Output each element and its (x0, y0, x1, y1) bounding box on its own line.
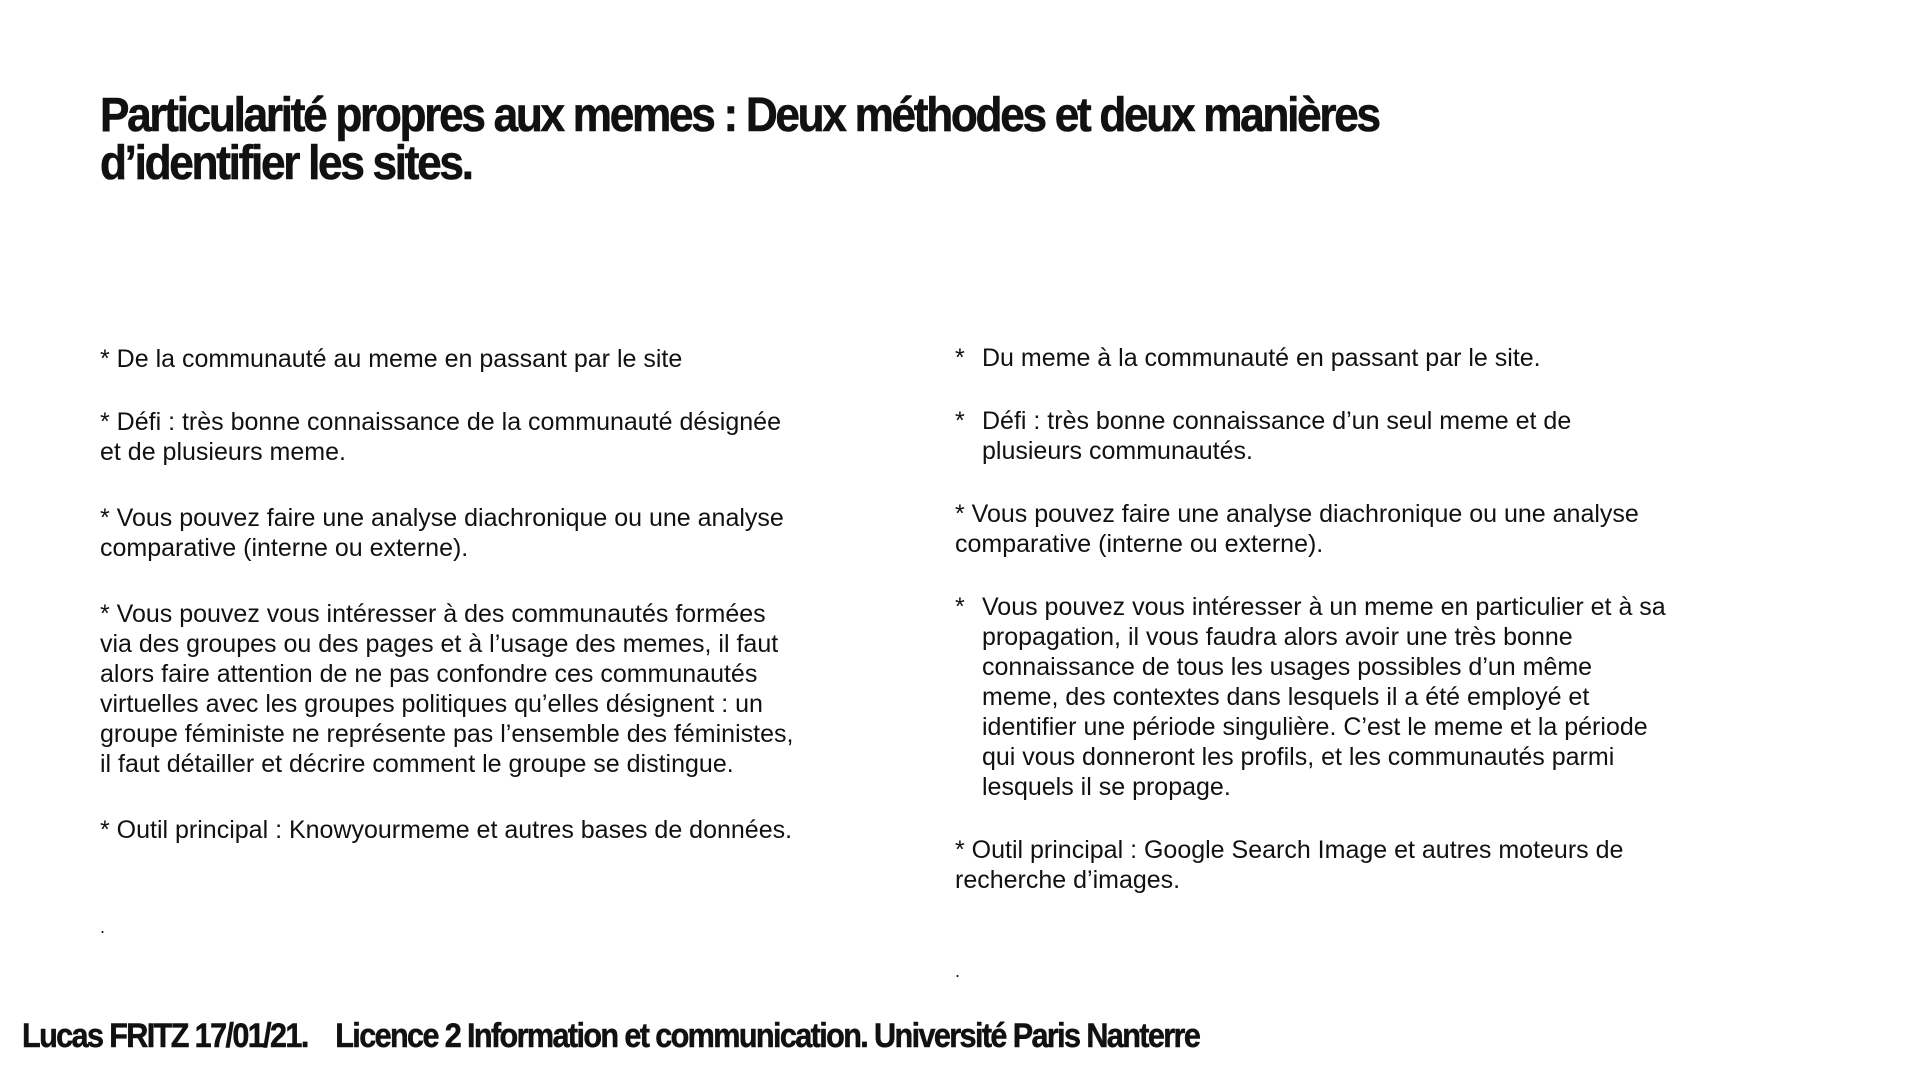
right-item-challenge (955, 406, 1755, 466)
slide-title-line-1: Particularité propres aux memes : Deux méthodes et deux manières (100, 89, 1379, 142)
bullet-star: * (955, 407, 965, 435)
right-item-analysis: * Vous pouvez faire une analyse diachronique ou une analyse comparative (interne ou externe). (955, 500, 1639, 558)
slide-footer: Lucas FRITZ 17/01/21. Licence 2 Information et communication. Université Paris Nanterre (22, 1017, 1200, 1055)
right-item-meme-to-community (955, 343, 1755, 373)
right-item-main-tool: * Outil principal : Google Search Image et autres moteurs de recherche d’images. (955, 836, 1624, 894)
right-trailing-dot: . (955, 961, 961, 981)
left-item-main-tool: * Outil principal : Knowyourmeme et autres bases de données. (100, 816, 793, 844)
left-item-communities: * Vous pouvez vous intéresser à des communautés formées via des groupes ou des pages et à l’usage des memes, il faut alors faire attention de ne pas confondre ces communautés virtuelles avec les groupes politiques qu’elles désignent : un groupe féministe ne représente pas l’ensemble des féministes, il faut détailler et décrire comment le groupe se distingue. (100, 600, 794, 778)
right-item-text: Vous pouvez vous intéresser à un meme en particulier et à sa propagation, il vous faudra alors avoir une très bonne connaissance de tous les usages possibles d’un même meme, des contextes dans lesquels il a été employé et identifier une période singulière. C’est le meme et la période qui vous donneront les profils, et les communautés parmi lesquels il se propage. (982, 593, 1666, 801)
right-item-text: Défi : très bonne connaissance d’un seul meme et de plusieurs communautés. (982, 407, 1572, 465)
slide-title (100, 89, 1388, 190)
slide-title-line-2: d’identifier les sites. (100, 137, 472, 190)
left-item-community-to-meme: * De la communauté au meme en passant par le site (100, 345, 683, 373)
left-trailing-dot: . (100, 917, 106, 937)
left-column (100, 344, 900, 845)
right-item-propagation (955, 592, 1755, 802)
left-item-analysis: * Vous pouvez faire une analyse diachronique ou une analyse comparative (interne ou externe). (100, 504, 784, 562)
bullet-star: * (955, 344, 965, 372)
right-column (955, 343, 1755, 895)
left-item-challenge: * Défi : très bonne connaissance de la communauté désignée et de plusieurs meme. (100, 408, 781, 466)
right-item-text: Du meme à la communauté en passant par le site. (982, 344, 1541, 372)
bullet-star: * (955, 593, 965, 621)
